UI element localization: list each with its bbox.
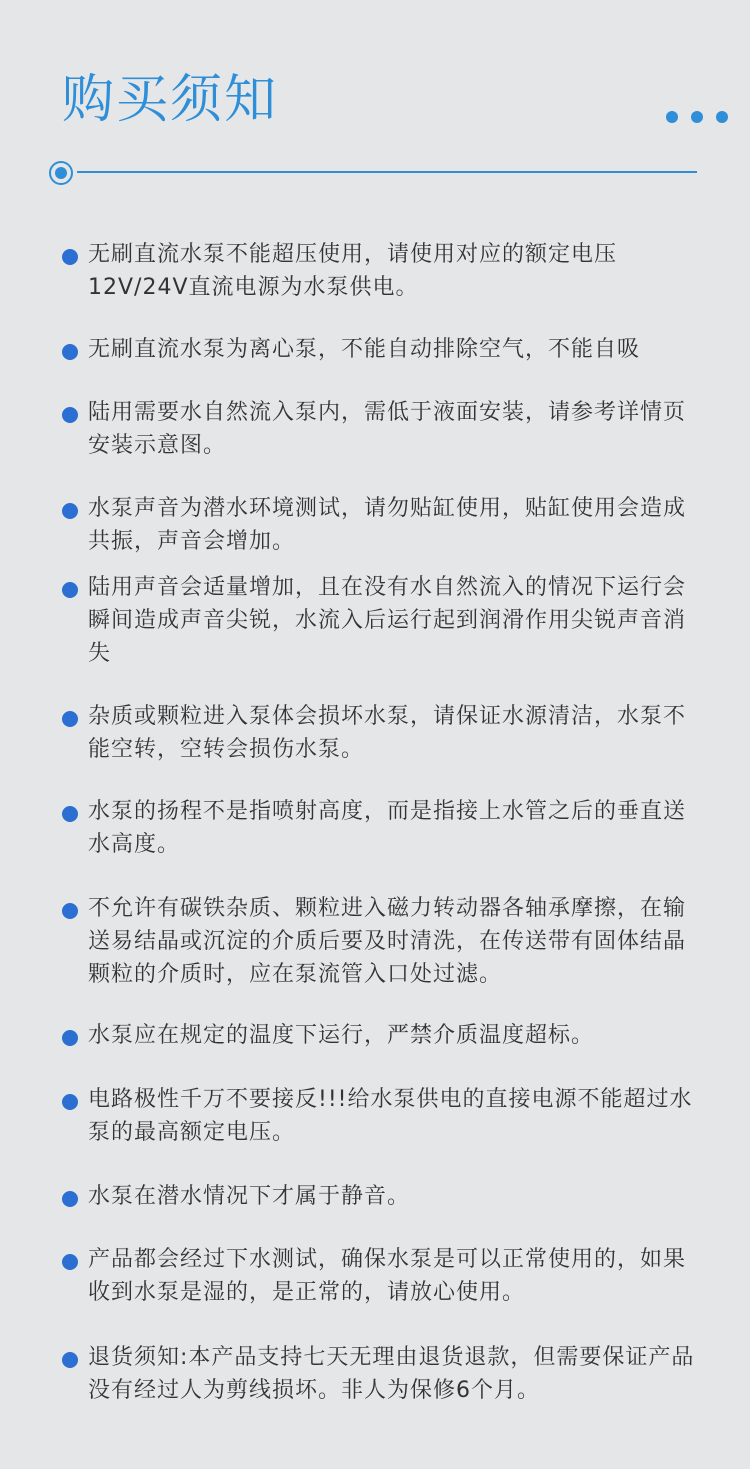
notice-item: [62, 396, 702, 462]
notice-text: 电路极性千万不要接反!!!给水泵供电的直接电源不能超过水泵的最高额定电压。: [88, 1087, 693, 1145]
target-icon: [48, 160, 74, 186]
notice-item: [62, 333, 702, 366]
bullet-dot: [62, 806, 78, 822]
page-title: 购买须知: [62, 70, 279, 130]
bullet-dot: [62, 407, 78, 423]
bullet-dot: [62, 1094, 78, 1110]
notice-item: [62, 1341, 702, 1407]
notice-item: [62, 492, 702, 558]
notice-item: [62, 892, 702, 991]
notice-item: [62, 571, 702, 670]
dot-3: [716, 111, 728, 123]
bullet-dot: [62, 582, 78, 598]
notice-item: [62, 1243, 702, 1309]
notice-text: 陆用声音会适量增加，且在没有水自然流入的情况下运行会瞬间造成声音尖锐，水流入后运行起到润滑作用尖锐声音消失: [88, 575, 687, 666]
bullet-dot: [62, 503, 78, 519]
bullet-dot: [62, 1191, 78, 1207]
notice-item: [62, 238, 702, 304]
bullet-dot: [62, 903, 78, 919]
notice-text: 水泵声音为潜水环境测试，请勿贴缸使用，贴缸使用会造成共振，声音会增加。: [88, 496, 687, 554]
notice-text: 无刷直流水泵为离心泵，不能自动排除空气，不能自吸: [88, 337, 641, 362]
notice-item: [62, 1180, 702, 1213]
title-divider: [77, 171, 697, 173]
bullet-dot: [62, 1254, 78, 1270]
notice-text: 水泵在潜水情况下才属于静音。: [88, 1184, 411, 1209]
notice-item: [62, 1083, 702, 1149]
dot-2: [691, 111, 703, 123]
notice-text: 杂质或颗粒进入泵体会损坏水泵，请保证水源清洁，水泵不能空转，空转会损伤水泵。: [88, 704, 687, 762]
bullet-dot: [62, 1352, 78, 1368]
dot-1: [666, 111, 678, 123]
notice-text: 退货须知:本产品支持七天无理由退货退款，但需要保证产品没有经过人为剪线损坏。非人为保修6个月。: [88, 1345, 695, 1403]
notice-text: 水泵的扬程不是指喷射高度，而是指接上水管之后的垂直送水高度。: [88, 799, 687, 857]
notice-text: 水泵应在规定的温度下运行，严禁介质温度超标。: [88, 1023, 595, 1048]
notice-item: [62, 1019, 702, 1052]
notice-text: 产品都会经过下水测试，确保水泵是可以正常使用的，如果收到水泵是湿的，是正常的，请放心使用。: [88, 1247, 687, 1305]
notice-text: 无刷直流水泵不能超压使用，请使用对应的额定电压12V/24V直流电源为水泵供电。: [88, 242, 618, 300]
bullet-dot: [62, 344, 78, 360]
notice-text: 不允许有碳铁杂质、颗粒进入磁力转动器各轴承摩擦，在输送易结晶或沉淀的介质后要及时清洗，在传送带有固体结晶颗粒的介质时，应在泵流管入口处过滤。: [88, 896, 687, 987]
notice-item: [62, 795, 702, 861]
bullet-dot: [62, 711, 78, 727]
notice-item: [62, 700, 702, 766]
bullet-dot: [62, 1030, 78, 1046]
dots-icon: [666, 111, 728, 123]
notice-text: 陆用需要水自然流入泵内，需低于液面安装，请参考详情页安装示意图。: [88, 400, 687, 458]
bullet-dot: [62, 249, 78, 265]
